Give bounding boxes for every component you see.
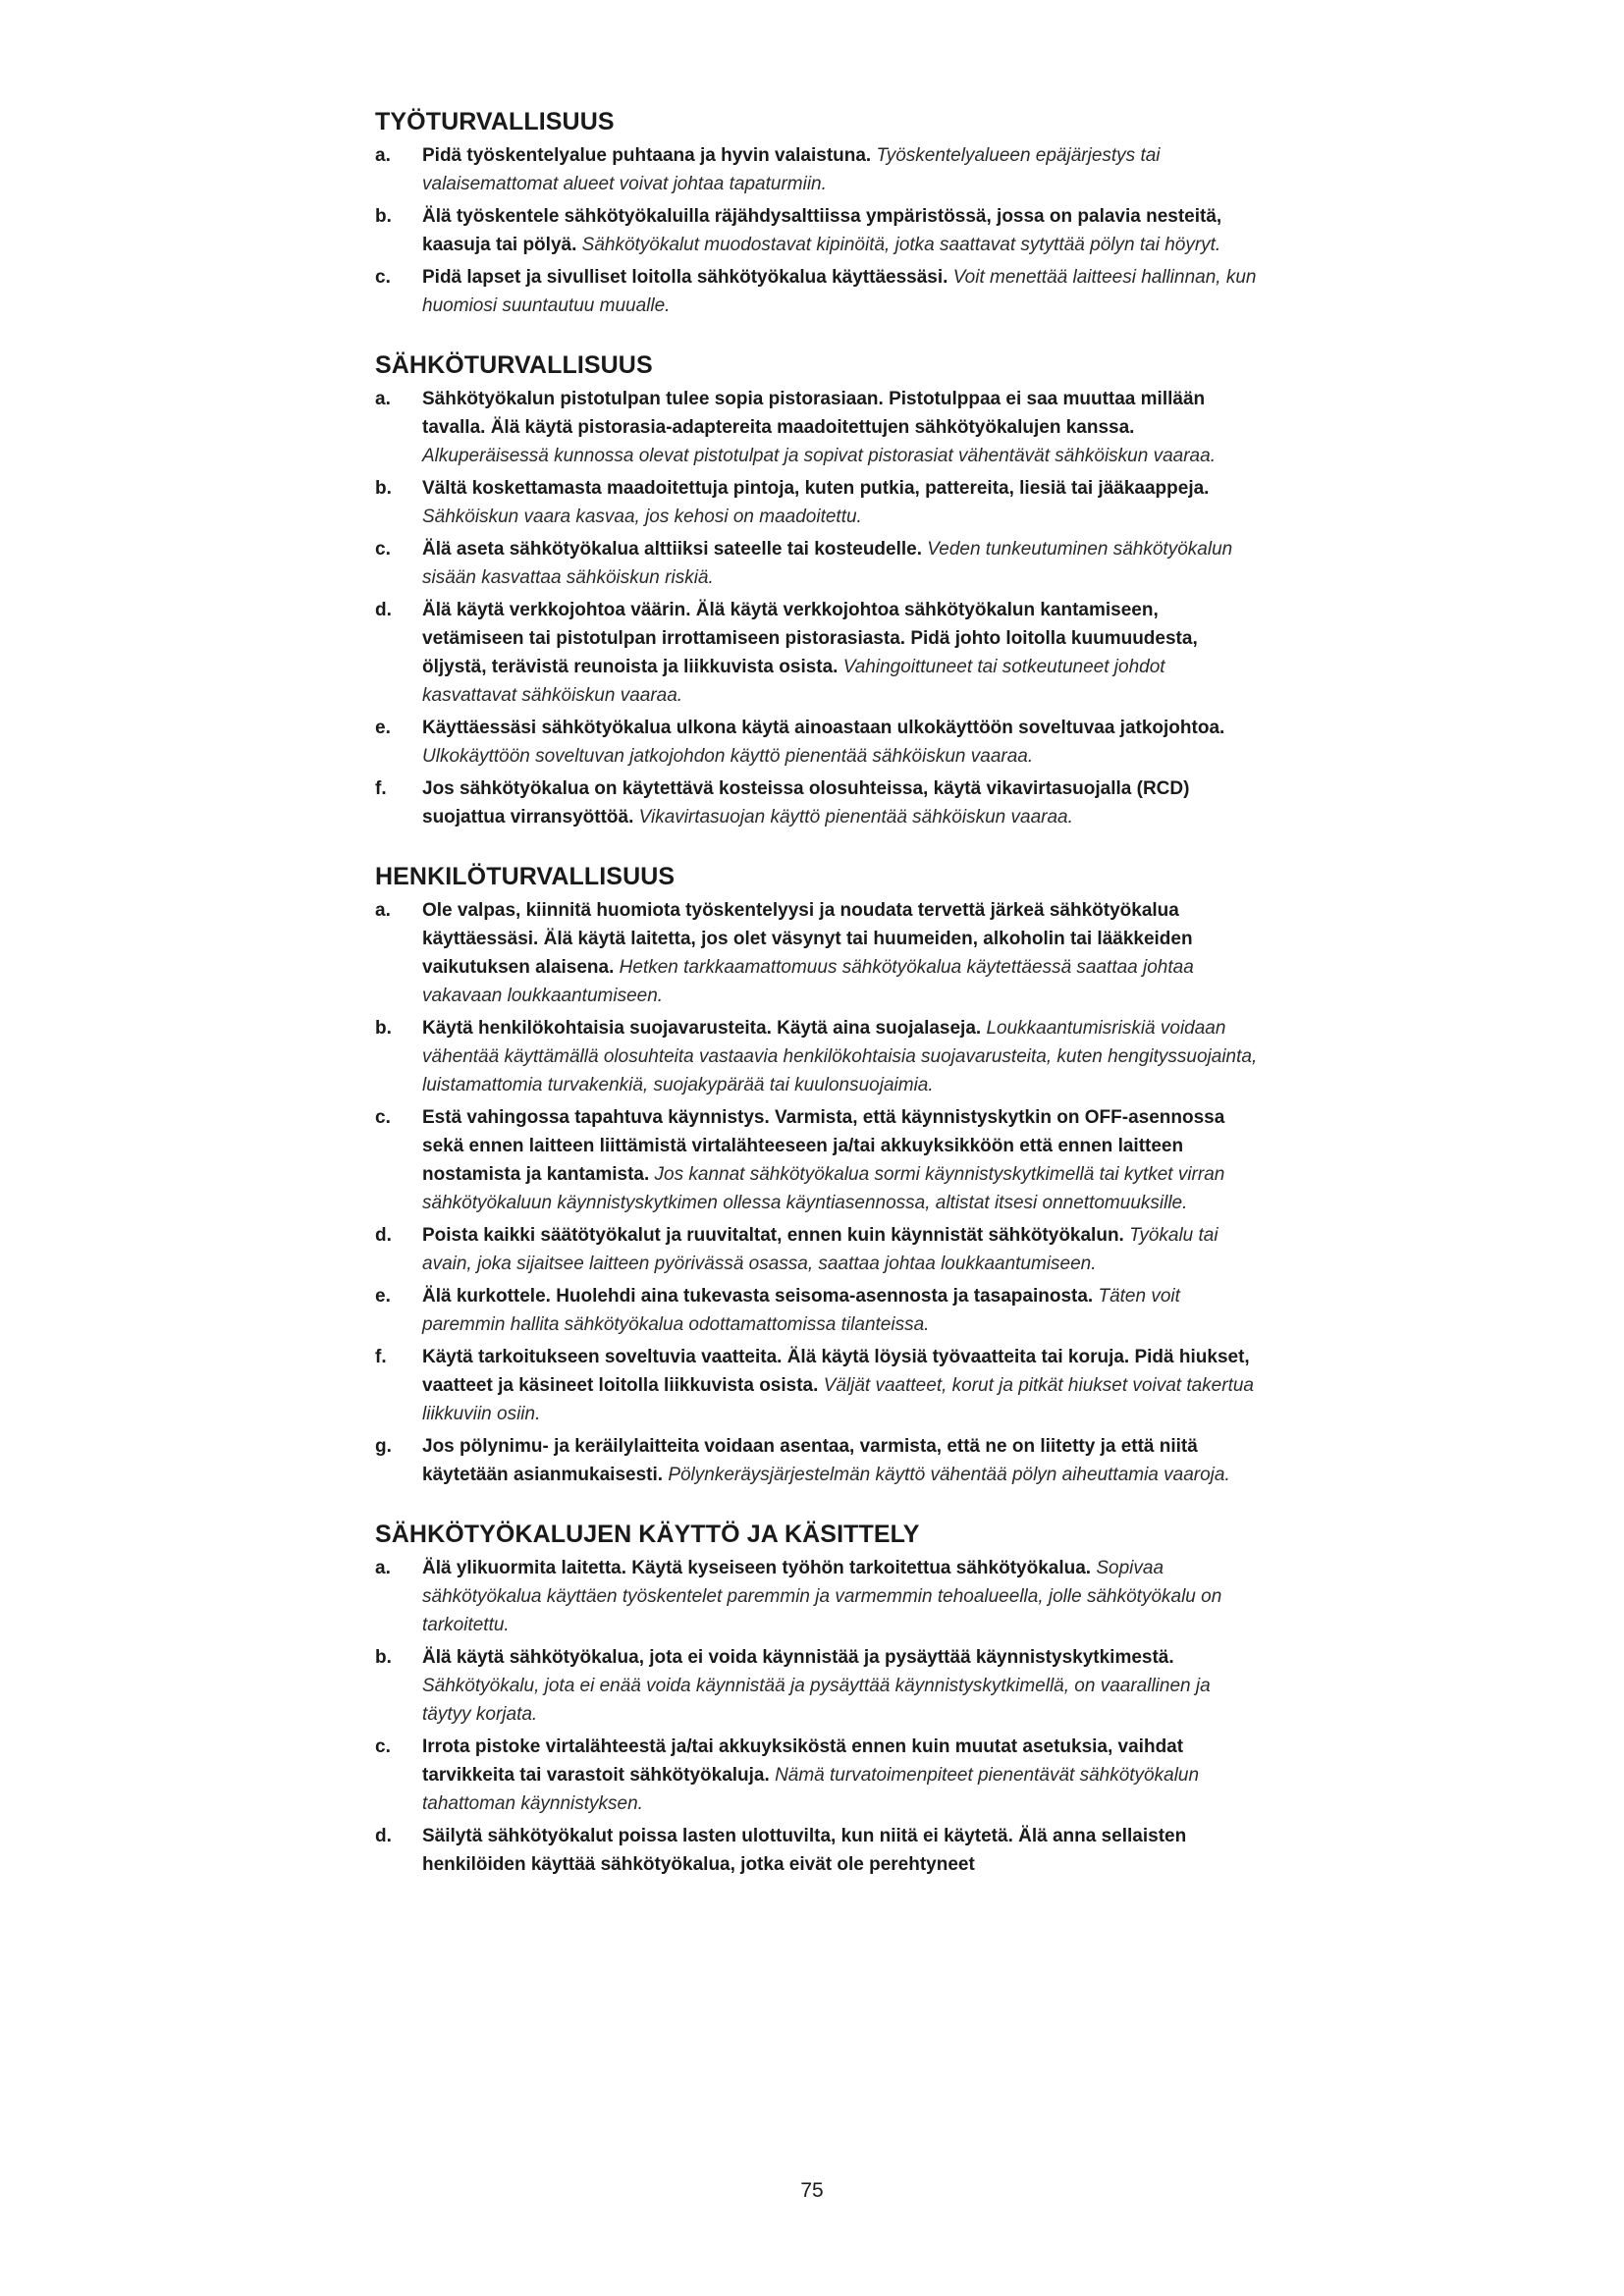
item-instruction: Älä ylikuormita laitetta. Käytä kyseiseen työhön tarkoitettua sähkötyökalua. — [422, 1558, 1092, 1578]
item-explanation: Pölynkeräysjärjestelmän käyttö vähentää pölyn aiheuttamia vaaroja. — [668, 1465, 1230, 1485]
item-text — [422, 1103, 1259, 1217]
item-instruction: Älä kurkottele. Huolehdi aina tukevasta seisoma-asennosta ja tasapainosta. — [422, 1286, 1094, 1307]
item-letter: d. — [375, 1826, 392, 1846]
item-instruction: Älä työskentele sähkötyökaluilla räjähdysalttiissa ympäristössä, jossa on palavia nesteitä, kaasuja tai pölyä. — [422, 206, 1222, 255]
item-letter: g. — [375, 1436, 392, 1457]
list-item — [375, 535, 1259, 592]
list-item — [375, 774, 1259, 831]
item-text — [422, 1643, 1259, 1729]
list-item — [375, 385, 1259, 470]
list-item — [375, 141, 1259, 198]
item-letter: a. — [375, 900, 391, 921]
item-letter: c. — [375, 1107, 391, 1128]
list-item — [375, 1432, 1259, 1489]
section — [375, 861, 1259, 1489]
item-explanation: Sähkötyökalut muodostavat kipinöitä, jotka saattavat sytyttää pölyn tai höyryt. — [581, 235, 1221, 255]
item-letter: b. — [375, 478, 392, 499]
item-letter: d. — [375, 1225, 392, 1246]
list-item — [375, 1014, 1259, 1099]
list-item — [375, 596, 1259, 710]
item-letter: d. — [375, 600, 392, 620]
list-item — [375, 1643, 1259, 1729]
item-instruction: Käyttäessäsi sähkötyökalua ulkona käytä ainoastaan ulkokäyttöön soveltuvaa jatkojohtoa. — [422, 718, 1225, 738]
list-item — [375, 1733, 1259, 1818]
list-item — [375, 714, 1259, 771]
item-explanation: Väljät vaatteet, korut ja pitkät hiukset voivat takertua liikkuviin osiin. — [422, 1375, 1254, 1424]
item-instruction: Pidä lapset ja sivulliset loitolla sähkötyökalua käyttäessäsi. — [422, 267, 948, 288]
item-explanation: Voit menettää laitteesi hallinnan, kun huomiosi suuntautuu muualle. — [422, 267, 1257, 316]
item-text — [422, 596, 1259, 710]
list-item — [375, 1343, 1259, 1428]
item-letter: a. — [375, 145, 391, 166]
item-explanation: Työskentelyalueen epäjärjestys tai valaisemattomat alueet voivat johtaa tapaturmiin. — [422, 145, 1161, 194]
item-instruction: Pidä työskentelyalue puhtaana ja hyvin valaistuna. — [422, 145, 872, 166]
item-text — [422, 1014, 1259, 1099]
item-letter: b. — [375, 1018, 392, 1039]
item-instruction: Estä vahingossa tapahtuva käynnistys. Varmista, että käynnistyskytkin on OFF-asennossa sekä ennen laitteen liittämistä virtalähteeseen ja/tai akkuyksikköön että ennen laitteen nostamista ja kantamista. — [422, 1107, 1225, 1185]
item-instruction: Säilytä sähkötyökalut poissa lasten ulottuvilta, kun niitä ei käytetä. Älä anna sellaisten henkilöiden käyttää sähkötyökalua, jotka eivät ole perehtyneet — [422, 1826, 1187, 1875]
item-explanation: Työkalu tai avain, joka sijaitsee laitteen pyörivässä osassa, saattaa johtaa loukkaantumiseen. — [422, 1225, 1218, 1274]
list-item — [375, 202, 1259, 259]
item-explanation: Sähkötyökalu, jota ei enää voida käynnistää ja pysäyttää käynnistyskytkimellä, on vaarallinen ja täytyy korjata. — [422, 1676, 1211, 1725]
item-explanation: Nämä turvatoimenpiteet pienentävät sähkötyökalun tahattoman käynnistyksen. — [422, 1765, 1200, 1814]
item-explanation: Vikavirtasuojan käyttö pienentää sähköiskun vaaraa. — [638, 807, 1073, 828]
list-item — [375, 896, 1259, 1010]
item-text — [422, 1822, 1259, 1879]
item-text — [422, 202, 1259, 259]
item-text — [422, 774, 1259, 831]
item-explanation: Alkuperäisessä kunnossa olevat pistotulpat ja sopivat pistorasiat vähentävät sähköiskun vaaraa. — [422, 446, 1216, 466]
item-letter: b. — [375, 1647, 392, 1668]
list-item — [375, 474, 1259, 531]
item-letter: c. — [375, 539, 391, 560]
item-letter: b. — [375, 206, 392, 227]
item-letter: a. — [375, 1558, 391, 1578]
item-text — [422, 1343, 1259, 1428]
item-letter: f. — [375, 1347, 387, 1367]
item-instruction: Ole valpas, kiinnitä huomiota työskentelyysi ja noudata tervettä järkeä sähkötyökalua käyttäessäsi. Älä käytä laitetta, jos olet väsynyt tai huumeiden, alkoholin tai lääkkeiden vaikutuksen alaisena. — [422, 900, 1193, 978]
item-letter: e. — [375, 1286, 391, 1307]
item-letter: a. — [375, 389, 391, 409]
item-instruction: Älä käytä verkkojohtoa väärin. Älä käytä verkkojohtoa sähkötyökalun kantamiseen, vetämiseen tai pistotulpan irrottamiseen pistorasiasta. Pidä johto loitolla kuumuudesta, öljystä, terävistä reunoista ja liikkuvista osista. — [422, 600, 1198, 677]
item-instruction: Käytä henkilökohtaisia suojavarusteita. Käytä aina suojalaseja. — [422, 1018, 982, 1039]
section — [375, 106, 1259, 320]
item-letter: f. — [375, 778, 387, 799]
item-text — [422, 1432, 1259, 1489]
page-number: 75 — [800, 2179, 824, 2202]
section-heading: SÄHKÖTURVALLISUUS — [375, 351, 653, 379]
item-explanation: Jos kannat sähkötyökalua sormi käynnistyskytkimellä tai kytket virran sähkötyökaluun käynnistyskytkimen ollessa käyntiasennossa, altistat itsesi onnettomuuksille. — [422, 1164, 1225, 1213]
item-instruction: Vältä koskettamasta maadoitettuja pintoja, kuten putkia, pattereita, liesiä tai jääkaappeja. — [422, 478, 1210, 499]
item-text — [422, 1733, 1259, 1818]
item-explanation: Sähköiskun vaara kasvaa, jos kehosi on maadoitettu. — [422, 507, 862, 527]
item-instruction: Älä aseta sähkötyökalua alttiiksi sateelle tai kosteudelle. — [422, 539, 923, 560]
item-text — [422, 141, 1259, 198]
list-item — [375, 1282, 1259, 1339]
item-instruction: Poista kaikki säätötyökalut ja ruuvitaltat, ennen kuin käynnistät sähkötyökalun. — [422, 1225, 1124, 1246]
section — [375, 349, 1259, 831]
item-instruction: Älä käytä sähkötyökalua, jota ei voida käynnistää ja pysäyttää käynnistyskytkimestä. — [422, 1647, 1174, 1668]
item-explanation: Sopivaa sähkötyökalua käyttäen työskentelet paremmin ja varmemmin tehoalueella, jolle sähkötyökalu on tarkoitettu. — [422, 1558, 1222, 1635]
item-text — [422, 896, 1259, 1010]
item-text — [422, 263, 1259, 320]
list-item — [375, 1554, 1259, 1639]
item-explanation: Täten voit paremmin hallita sähkötyökalua odottamattomissa tilanteissa. — [422, 1286, 1180, 1335]
item-explanation: Ulkokäyttöön soveltuvan jatkojohdon käyttö pienentää sähköiskun vaaraa. — [422, 746, 1034, 767]
section — [375, 1519, 1259, 1879]
item-text — [422, 1221, 1259, 1278]
item-letter: e. — [375, 718, 391, 738]
item-explanation: Hetken tarkkaamattomuus sähkötyökalua käytettäessä saattaa johtaa vakavaan loukkaantumiseen. — [422, 957, 1194, 1006]
item-text — [422, 385, 1259, 470]
list-item — [375, 1822, 1259, 1879]
item-text — [422, 474, 1259, 531]
item-explanation: Loukkaantumisriskiä voidaan vähentää käyttämällä olosuhteita vastaavia henkilökohtaisia suojavarusteita, kuten hengityssuojainta, luistamattomia turvakenkiä, suojakypärää tai kuulonsuojaimia. — [422, 1018, 1258, 1095]
list-item — [375, 263, 1259, 320]
item-instruction: Jos sähkötyökalua on käytettävä kosteissa olosuhteissa, käytä vikavirtasuojalla (RCD) suojattua virransyöttöä. — [422, 778, 1190, 828]
item-explanation: Veden tunkeutuminen sähkötyökalun sisään kasvattaa sähköiskun riskiä. — [422, 539, 1233, 588]
item-instruction: Jos pölynimu- ja keräilylaitteita voidaan asentaa, varmista, että ne on liitetty ja että niitä käytetään asianmukaisesti. — [422, 1436, 1198, 1485]
item-letter: c. — [375, 1736, 391, 1757]
item-instruction: Sähkötyökalun pistotulpan tulee sopia pistorasiaan. Pistotulppaa ei saa muuttaa millään tavalla. Älä käytä pistorasia-adaptereita maadoitettujen sähkötyökalujen kanssa. — [422, 389, 1206, 438]
section-heading: HENKILÖTURVALLISUUS — [375, 863, 676, 890]
page-content — [375, 106, 1259, 1908]
item-text — [422, 1554, 1259, 1639]
list-item — [375, 1221, 1259, 1278]
item-explanation: Vahingoittuneet tai sotkeutuneet johdot kasvattavat sähköiskun vaaraa. — [422, 657, 1165, 706]
item-text — [422, 714, 1259, 771]
item-letter: c. — [375, 267, 391, 288]
item-text — [422, 1282, 1259, 1339]
item-instruction: Irrota pistoke virtalähteestä ja/tai akkuyksiköstä ennen kuin muutat asetuksia, vaihdat tarvikkeita tai varastoit sähkötyökaluja. — [422, 1736, 1184, 1786]
item-text — [422, 535, 1259, 592]
section-heading: TYÖTURVALLISUUS — [375, 108, 615, 135]
item-instruction: Käytä tarkoitukseen soveltuvia vaatteita. Älä käytä löysiä työvaatteita tai koruja. Pidä hiukset, vaatteet ja käsineet loitolla liikkuvista osista. — [422, 1347, 1250, 1396]
section-heading: SÄHKÖTYÖKALUJEN KÄYTTÖ JA KÄSITTELY — [375, 1521, 920, 1548]
list-item — [375, 1103, 1259, 1217]
